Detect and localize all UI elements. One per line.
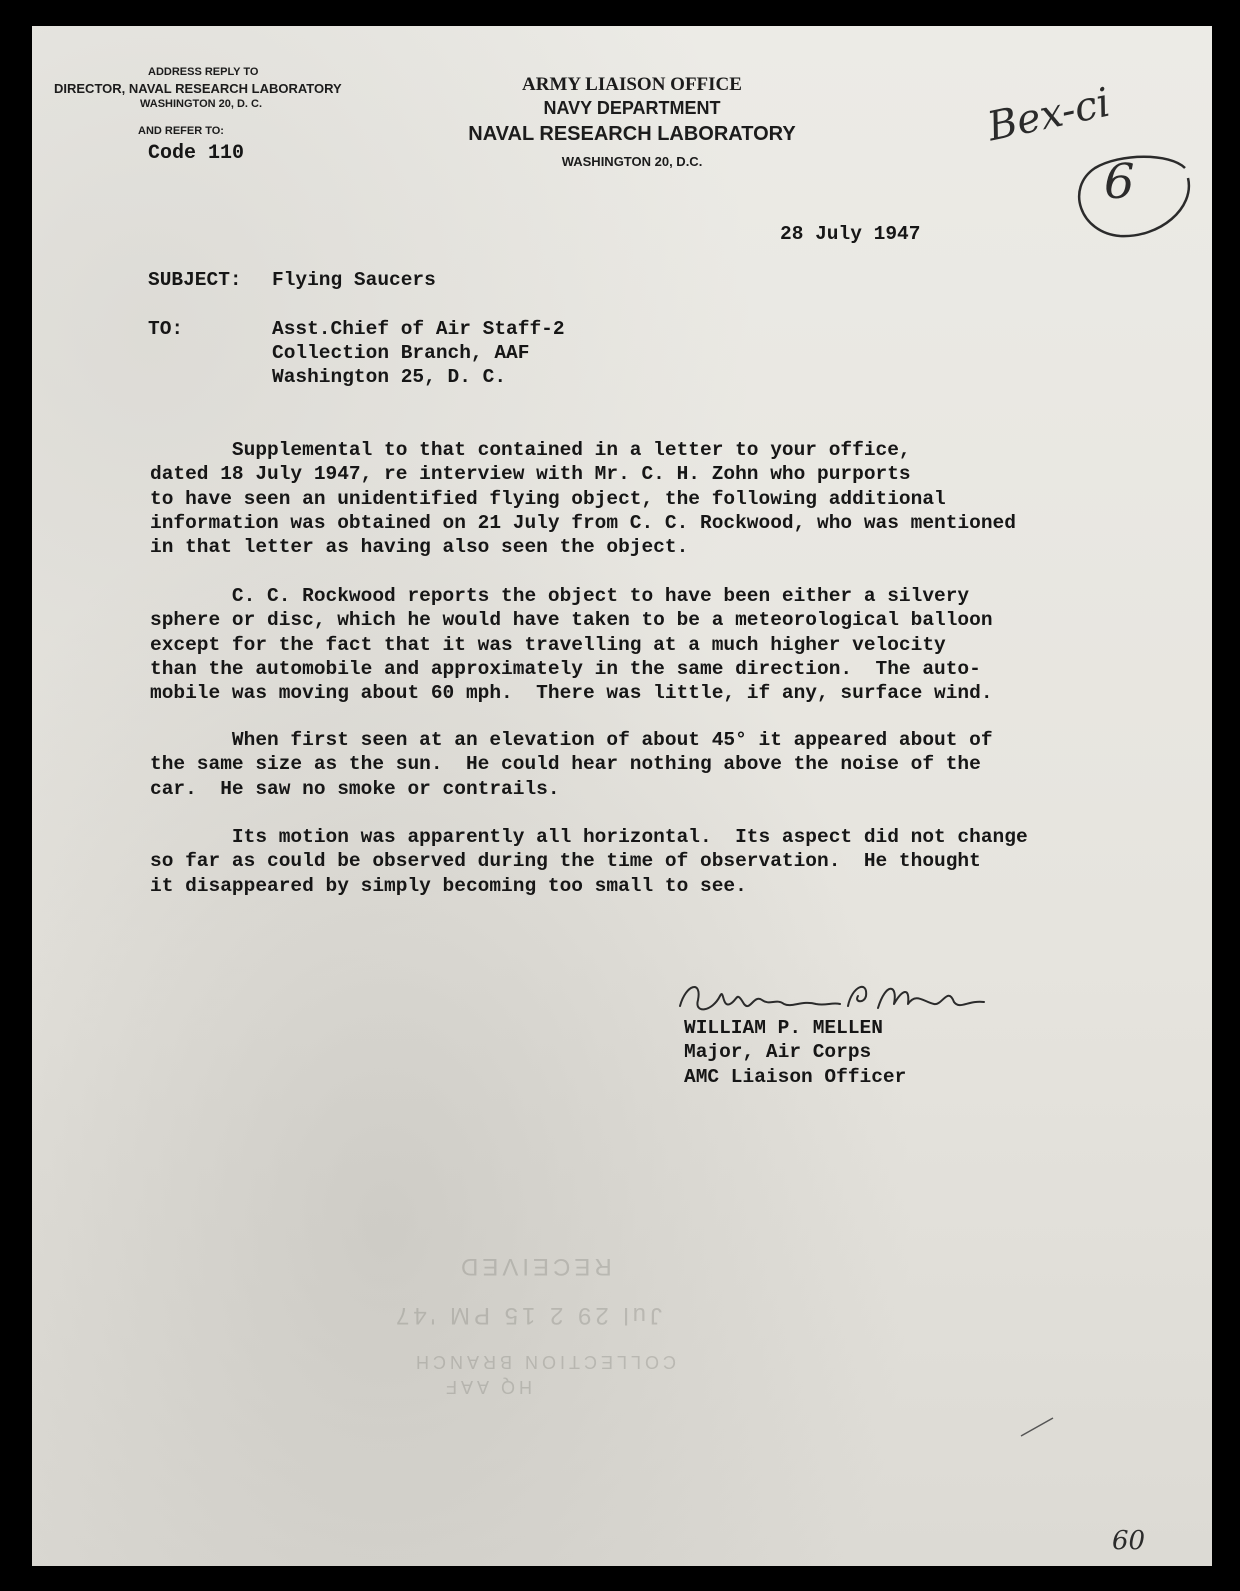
paragraph-line: in that letter as having also seen the object. [150, 536, 689, 559]
director-line: DIRECTOR, NAVAL RESEARCH LABORATORY [54, 81, 342, 96]
paragraph-line: except for the fact that it was travelling at a much higher velocity [150, 633, 946, 656]
address-reply-to-label: ADDRESS REPLY TO [148, 66, 259, 78]
body-paragraph [150, 825, 1028, 898]
paragraph-line: to have seen an unidentified flying object, the following additional [150, 487, 946, 510]
washington-left-line: WASHINGTON 20, D. C. [140, 98, 263, 110]
signer-name: WILLIAM P. MELLEN [684, 1017, 883, 1039]
paragraph-line: sphere or disc, which he would have taken to be a meteorological balloon [150, 609, 993, 632]
body-paragraph [150, 728, 993, 801]
signer-rank: Major, Air Corps [684, 1041, 872, 1063]
signer-title: AMC Liaison Officer [684, 1066, 907, 1088]
received-stamp-line: RECEIVED [457, 1253, 612, 1280]
pencil-mark-icon [1017, 1412, 1057, 1442]
handwritten-signature [672, 974, 992, 1020]
paragraph-line: the same size as the sun. He could hear nothing above the noise of the [150, 753, 981, 776]
received-stamp-line: Jul 29 2 15 PM '47 [392, 1302, 663, 1329]
paragraph-line: than the automobile and approximately in the same direction. The auto- [150, 657, 981, 680]
paragraph-line: mobile was moving about 60 mph. There was little, if any, surface wind. [150, 682, 993, 705]
handwritten-note-top-right: Bex-ci [983, 79, 1115, 151]
department-heading: NAVY DEPARTMENT [543, 98, 721, 118]
paragraph-line: so far as could be observed during the time of observation. He thought [150, 850, 981, 873]
code-reference: Code 110 [148, 142, 245, 165]
letter-date: 28 July 1947 [780, 223, 921, 245]
received-stamp-line: HQ AAF [442, 1377, 533, 1397]
paragraph-line: When first seen at an elevation of about 45° it appeared about of [150, 729, 993, 751]
washington-center-line: WASHINGTON 20, D.C. [561, 154, 703, 169]
circled-number: 6 [1104, 154, 1135, 210]
body-paragraph [150, 584, 993, 705]
office-heading: ARMY LIAISON OFFICE [522, 74, 742, 95]
to-line: Collection Branch, AAF [272, 342, 530, 364]
paragraph-line: C. C. Rockwood reports the object to have been either a silvery [150, 585, 970, 607]
subject-value: Flying Saucers [272, 269, 436, 291]
body-paragraph [150, 438, 1016, 559]
and-refer-to-label: AND REFER TO: [138, 125, 224, 137]
paragraph-line: Supplemental to that contained in a letter to your office, [150, 439, 911, 461]
paragraph-line: it disappeared by simply becoming too small to see. [150, 874, 747, 897]
paragraph-line: dated 18 July 1947, re interview with Mr. C. H. Zohn who purports [150, 463, 911, 486]
paragraph-line: Its motion was apparently all horizontal. Its aspect did not change [150, 826, 1028, 848]
subject-label: SUBJECT: [148, 269, 242, 291]
to-line: Washington 25, D. C. [272, 366, 507, 388]
received-stamp-line: COLLECTION BRANCH [412, 1352, 677, 1372]
paragraph-line: car. He saw no smoke or contrails. [150, 777, 560, 800]
laboratory-heading: NAVAL RESEARCH LABORATORY [468, 123, 796, 145]
to-line: Asst.Chief of Air Staff-2 [272, 318, 565, 340]
paragraph-line: information was obtained on 21 July from C. C. Rockwood, who was mentioned [150, 511, 1016, 534]
document-page [32, 26, 1212, 1566]
to-label: TO: [148, 318, 184, 340]
handwritten-note-bottom-right: 60 [1112, 1526, 1146, 1556]
